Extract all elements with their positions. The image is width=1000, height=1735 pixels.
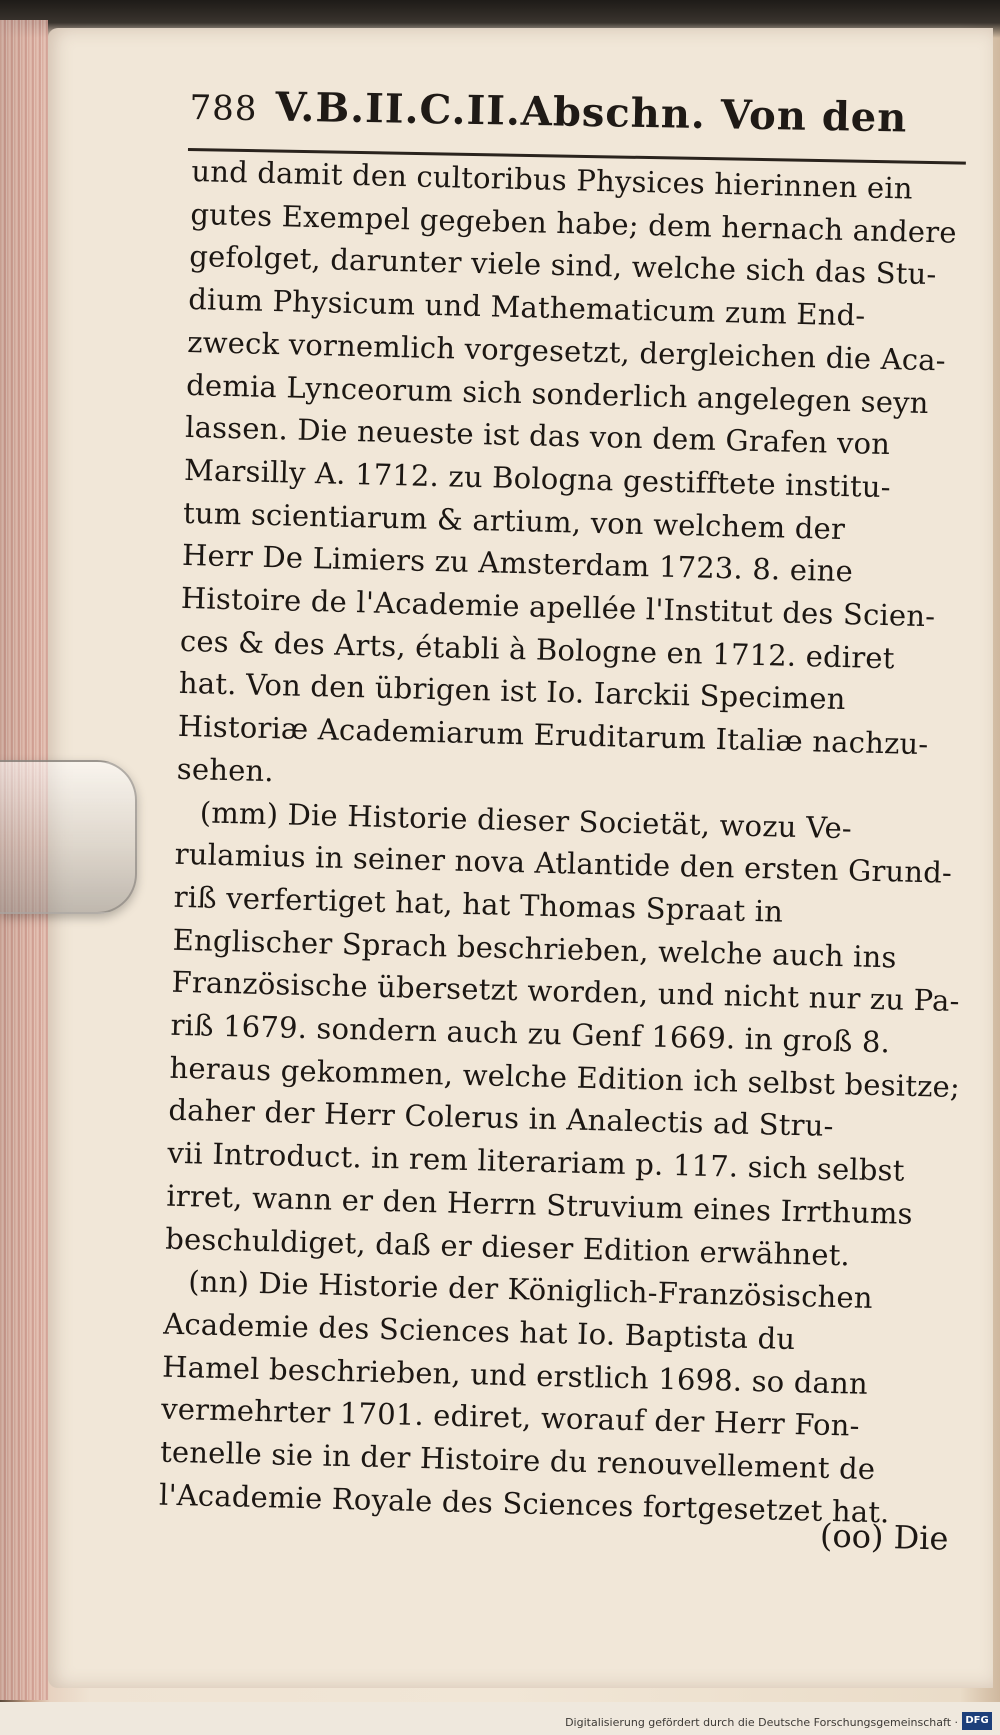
- page-number: 788: [189, 87, 258, 130]
- text-line: riß 1679. sondern auch zu Genf 1669. in groß 8.: [170, 1007, 891, 1060]
- text-line: daher der Herr Colerus in Analectis ad Stru-: [168, 1093, 834, 1144]
- text-line: Englischer Sprach beschrieben, welche auch ins: [172, 922, 897, 975]
- text-line: Herr De Limiers zu Amsterdam 1723. 8. eine: [181, 538, 854, 589]
- text-line: demia Lynceorum sich sonderlich angelegen seyn: [185, 367, 930, 420]
- text-line: Marsilly A. 1712. zu Bologna gestifftete institu-: [183, 452, 892, 505]
- text-line: sehen.: [176, 751, 275, 789]
- text-line: l'Academie Royale des Sciences fortgesetzet hat.: [158, 1477, 891, 1530]
- text-line: zweck vornemlich vorgesetzt, dergleichen die Aca-: [186, 324, 947, 378]
- text-line: vii Introduct. in rem literariam p. 117. sich selbst: [167, 1135, 905, 1188]
- catchword: (oo) Die: [819, 1516, 949, 1558]
- text-line: Französische übersetzt worden, und nicht nur zu Pa-: [171, 965, 960, 1019]
- text-line: dium Physicum und Mathematicum zum End-: [187, 282, 866, 333]
- text-line: Academie des Sciences hat Io. Baptista du: [162, 1306, 796, 1357]
- text-line: rulamius in seiner nova Atlantide den ersten Grund-: [174, 837, 953, 891]
- running-title: V.B.II.C.II.Abschn. Von den: [275, 83, 908, 142]
- text-line: und damit den cultoribus Physices hierinnen ein: [191, 153, 914, 206]
- footnote-nn-start: (nn) Die Historie der Königlich-Französischen: [187, 1264, 874, 1316]
- page-holder-clip: [0, 760, 137, 914]
- digitization-credit: Digitalisierung gefördert durch die Deutsche Forschungsgemeinschaft ·: [565, 1716, 958, 1729]
- body-text: [159, 150, 982, 1535]
- text-line: lassen. Die neueste ist das von dem Grafen von: [184, 410, 891, 462]
- text-line: beschuldiget, daß er dieser Edition erwähnet.: [164, 1221, 851, 1272]
- text-line: tum scientiarum & artium, von welchem der: [182, 495, 846, 546]
- text-line: irret, wann er den Herrn Struvium eines Irrthums: [166, 1178, 914, 1231]
- text-line: gefolget, darunter viele sind, welche sich das Stu-: [188, 239, 937, 292]
- text-line: Hamel beschrieben, und erstlich 1698. so dann: [161, 1349, 869, 1401]
- dfg-logo: DFG: [962, 1712, 992, 1730]
- text-line: vermehrter 1701. ediret, worauf der Herr Fon-: [160, 1392, 861, 1444]
- text-line: riß verfertiget hat, hat Thomas Spraat in: [173, 879, 784, 929]
- text-line: Histoire de l'Academie apellée l'Institut des Scien-: [180, 580, 936, 634]
- text-line: ces & des Arts, établi à Bologne en 1712. ediret: [179, 623, 896, 676]
- text-line: Historiæ Academiarum Eruditarum Italiæ nachzu-: [177, 708, 929, 762]
- text-line: heraus gekommen, welche Edition ich selbst besitze;: [169, 1050, 961, 1104]
- text-line: tenelle sie in der Histoire du renouvellement de: [159, 1434, 876, 1487]
- footnote-mm-start: (mm) Die Historie dieser Societät, wozu Ve-: [199, 794, 853, 845]
- text-line: hat. Von den übrigen ist Io. Iarckii Specimen: [178, 666, 847, 717]
- text-line: gutes Exempel gegeben habe; dem hernach andere: [190, 196, 958, 250]
